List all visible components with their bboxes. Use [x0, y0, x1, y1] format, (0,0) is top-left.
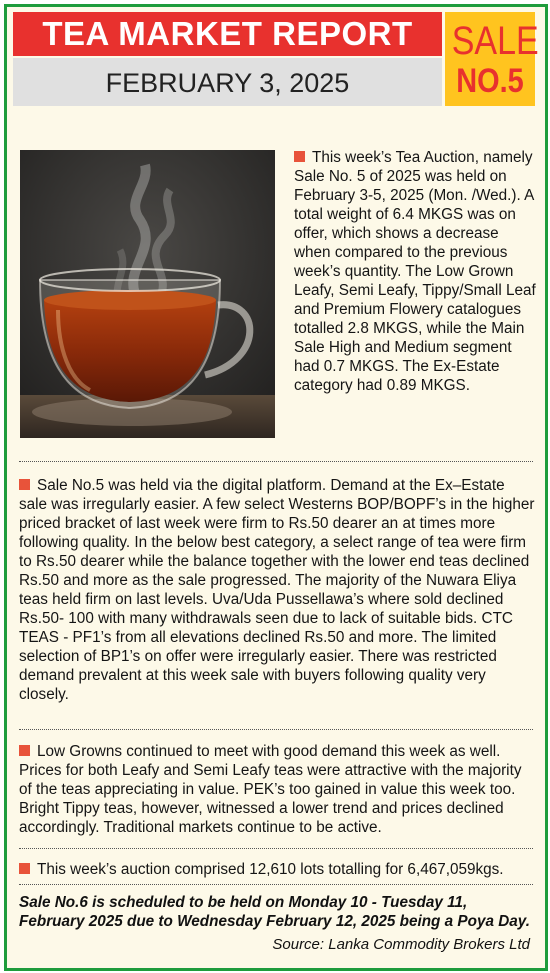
source-credit: Source: Lanka Commodity Brokers Ltd	[272, 936, 530, 953]
bullet-square-icon	[19, 863, 30, 874]
report-title: TEA MARKET REPORT	[13, 12, 442, 56]
sale-badge	[445, 12, 539, 106]
report-date: FEBRUARY 3, 2025	[13, 58, 442, 106]
sale-number: NO.5	[456, 62, 524, 100]
paragraph-low-growns	[19, 742, 535, 837]
paragraph-text: Sale No.5 was held via the digital platform. Demand at the Ex–Estate sale was irregularly easier. A few select Westerns BOP/BOPF’s in the higher priced bracket of last week were firm to Rs.50 dearer an at times more following quality. In the below best category, a select range of tea were firm to Rs.50 dearer while the balance together with the lower end teas declined Rs.50 and more as the sale progressed. The majority of the Nuwara Eliya teas held firm on last levels. Uva/Uda Pussellawa’s where sold declined Rs.50- 100 with many withdrawals seen due to lack of suitable bids. CTC TEAS - PF1’s from all elevations declined Rs.50 and more. The limited selection of BP1’s on offer were irregularly easier. There was restricted demand prevalent at this week sale with buyers following quality very closely.	[19, 477, 535, 703]
tea-cup-icon	[20, 150, 275, 438]
divider	[19, 848, 533, 849]
bullet-square-icon	[19, 479, 30, 490]
paragraph-text: This week’s Tea Auction, namely Sale No. 5 of 2025 was held on February 3-5, 2025 (Mon. /Wed.). A total weight of 6.4 MKGS was on offer, which shows a decrease when compared to the previous week’s quantity. The Low Grown Leafy, Semi Leafy, Tippy/Small Leaf and Premium Flowery catalogues totalled 2.8 MKGS, while the Main Sale High and Medium segment had 0.7 MKGS. The Ex-Estate category had 0.89 MKGS.	[294, 149, 536, 394]
bullet-square-icon	[19, 745, 30, 756]
paragraph-ex-estate	[19, 476, 535, 704]
tea-cup-photo	[20, 150, 275, 438]
paragraph-auction-summary	[294, 148, 536, 395]
next-sale-note: Sale No.6 is scheduled to be held on Monday 10 - Tuesday 11, February 2025 due to Wednesday February 12, 2025 being a Poya Day.	[19, 894, 530, 930]
divider	[19, 729, 533, 730]
paragraph-text: This week’s auction comprised 12,610 lots totalling for 6,467,059kgs.	[37, 861, 504, 878]
paragraph-text: Low Growns continued to meet with good demand this week as well. Prices for both Leafy and Semi Leafy teas were attractive with the majority of the teas appreciating in value. PEK’s too gained in value this week too. Bright Tippy teas, however, witnessed a lower trend and prices declined accordingly. Traditional markets continue to be active.	[19, 743, 522, 836]
paragraph-lots-total	[19, 860, 535, 879]
bullet-square-icon	[294, 151, 305, 162]
divider	[19, 461, 533, 462]
sale-label: SALE	[451, 19, 539, 63]
divider	[19, 884, 533, 885]
